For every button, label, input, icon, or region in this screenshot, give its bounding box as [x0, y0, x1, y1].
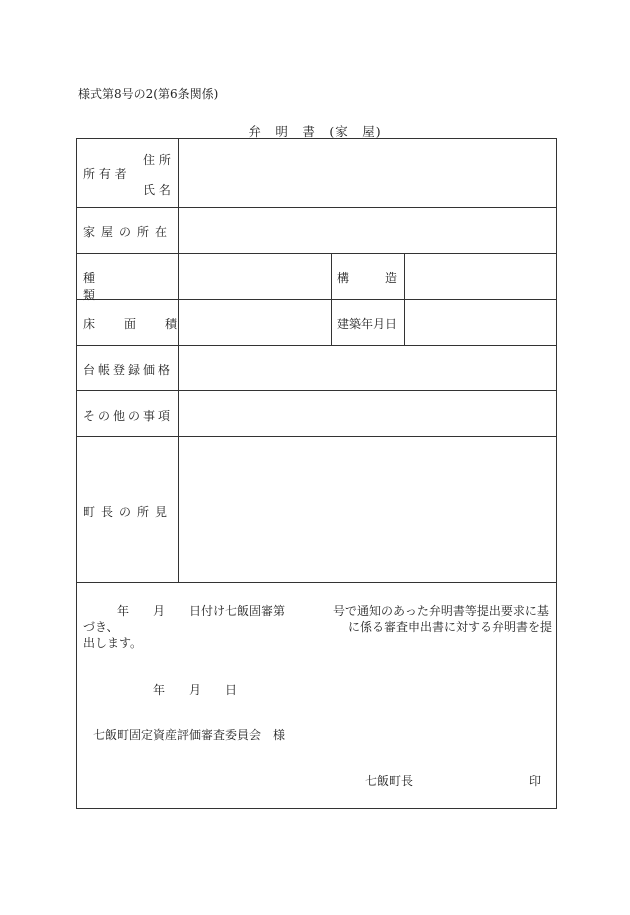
signer: 七飯町長	[365, 774, 414, 788]
location-value-field[interactable]	[180, 209, 554, 251]
structure-label: 構造	[337, 271, 434, 285]
structure-value-field[interactable]	[406, 255, 554, 297]
mayor-opinion-label: 町長の所見	[83, 505, 174, 519]
seal-mark: 印	[529, 774, 542, 788]
form-number: 様式第8号の2(第6条関係)	[78, 87, 219, 101]
name-label: 氏 名	[143, 183, 171, 197]
kind-value-field[interactable]	[180, 255, 330, 297]
row-divider	[77, 390, 556, 391]
sub-column-divider	[404, 253, 405, 345]
statement-line-3: 出します。	[83, 636, 143, 650]
build-date-value-field[interactable]	[406, 301, 554, 343]
row-divider	[77, 436, 556, 437]
row-divider	[77, 207, 556, 208]
mayor-opinion-value-field[interactable]	[180, 438, 554, 580]
label-column-divider	[178, 139, 179, 582]
statement-line-2-right: に係る審査申出書に対する弁明書を提	[348, 620, 553, 634]
document-title: 弁 明 書 (家 屋)	[248, 124, 382, 139]
form-table	[76, 138, 557, 809]
addressee: 七飯町固定資産評価審査委員会 様	[93, 728, 286, 742]
row-divider	[77, 582, 556, 583]
other-value-field[interactable]	[180, 392, 554, 434]
submission-date: 年 月 日	[153, 683, 238, 697]
owner-label: 所 有 者	[83, 167, 127, 181]
location-label: 家屋の所在	[83, 225, 174, 239]
row-divider	[77, 345, 556, 346]
other-label: その他の事項	[83, 409, 174, 423]
floor-area-label: 床面積	[83, 317, 207, 331]
floor-area-value-field[interactable]	[180, 301, 330, 343]
ledger-price-label: 台帳登録価格	[83, 363, 174, 377]
ledger-price-value-field[interactable]	[180, 347, 554, 388]
kind-label	[83, 269, 173, 303]
row-divider	[77, 253, 556, 254]
kind-label-text: 種類	[83, 271, 164, 302]
address-label: 住 所	[143, 153, 171, 167]
build-date-label: 建築年月日	[337, 317, 398, 331]
owner-value-field[interactable]	[180, 141, 554, 205]
statement-line-1: 年 月 日付け七飯固審第 号で通知のあった弁明書等提出要求に基	[117, 604, 549, 618]
sub-column-divider	[331, 253, 332, 345]
statement-line-2-left: づき、	[83, 620, 119, 634]
